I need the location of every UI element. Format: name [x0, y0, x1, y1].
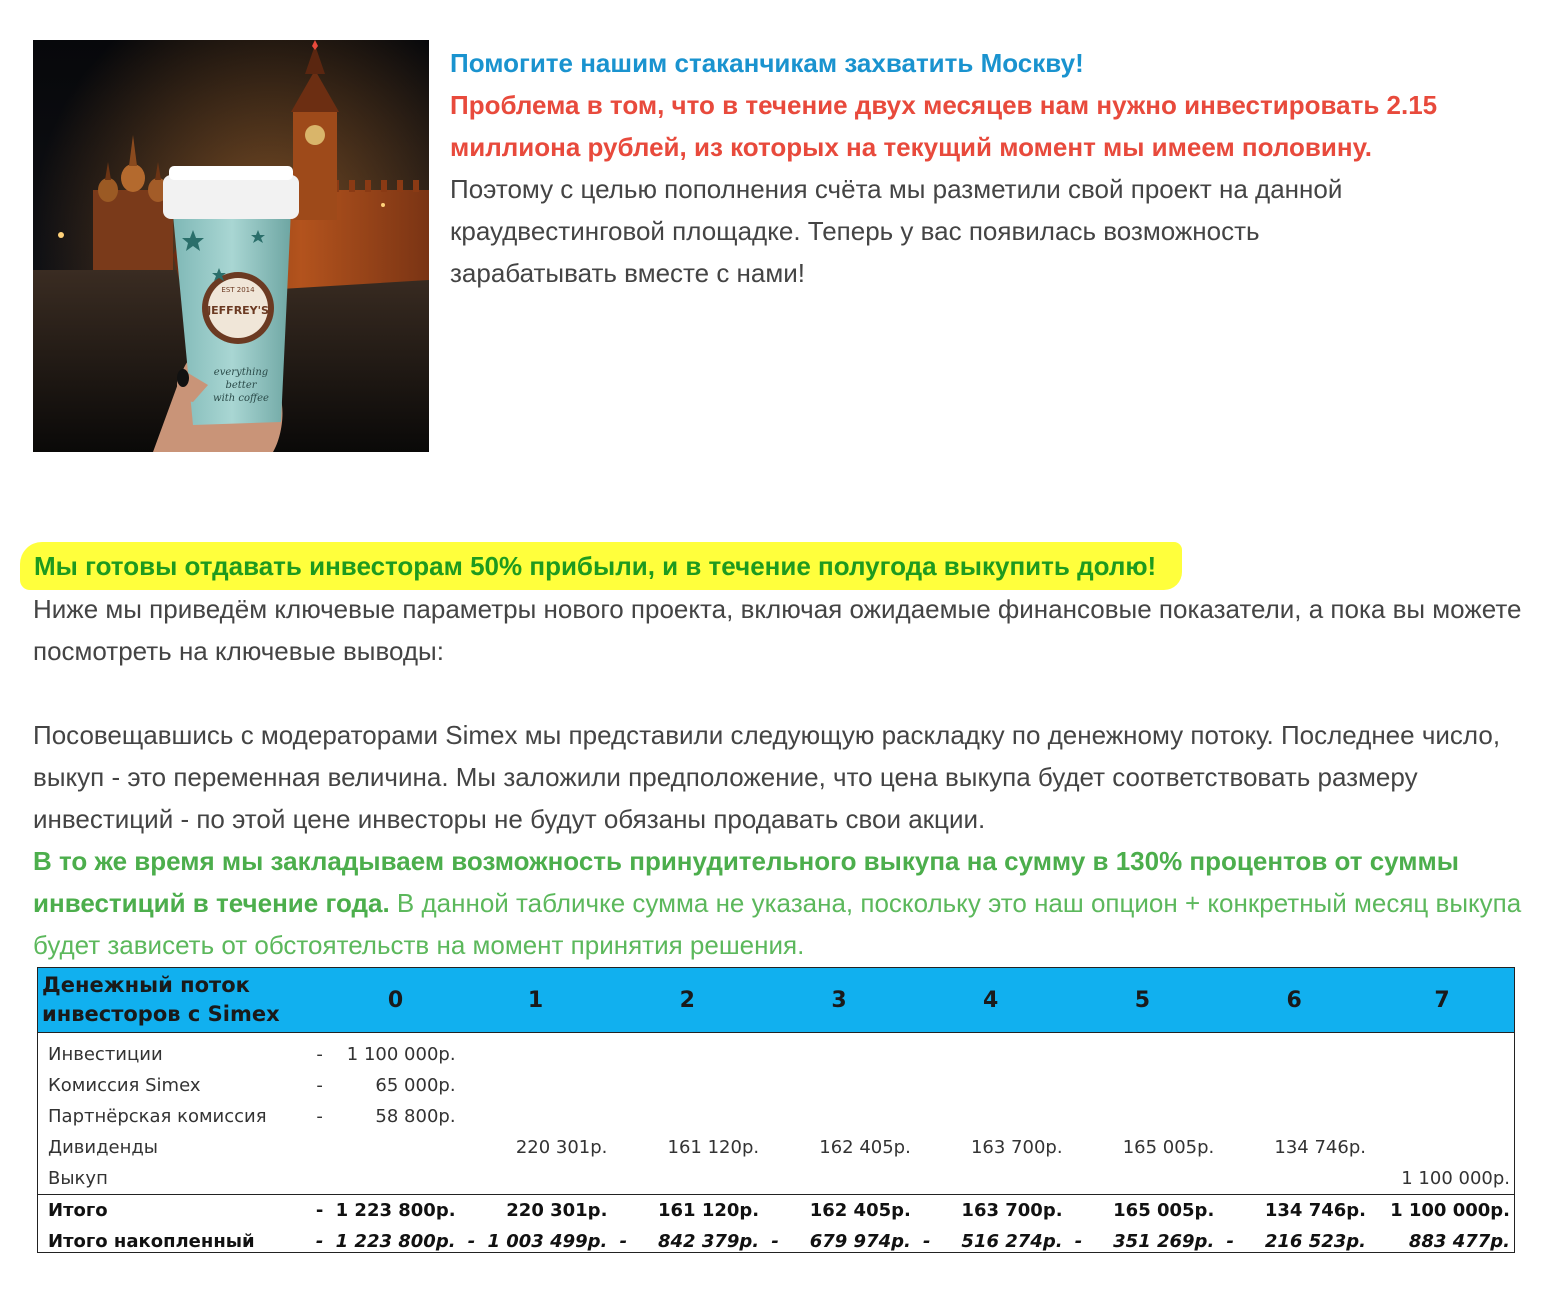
kremlin-coffee-photo [33, 40, 429, 452]
period-header-2: 2 [611, 968, 763, 1033]
photo-illustration [33, 40, 429, 452]
cell-p3: 679 974р. [809, 1231, 911, 1252]
buyback-rest-text: В данной табличке сумма не указана, поскольку это наш опцион + конкретный месяц выкупа будет зависеть от обстоятельств на момент принятия решения. [33, 888, 1522, 960]
cell-p0: 1 223 800р. [332, 1195, 460, 1227]
row-label: Выкуп [48, 1168, 108, 1189]
dash: - [316, 1075, 323, 1096]
cashflow-paragraph: Посовещавшись с модераторами Simex мы представили следующую раскладку по денежному потоку. Последнее число, выкуп - это переменная величина. Мы заложили предположение, что цена выкупа будет соответствовать размеру инвестиций - по этой цене инвесторы не будут обязаны продавать свои акции. [33, 720, 1501, 834]
dash: - [619, 1231, 628, 1252]
cup-est-text: EST 2014 [221, 286, 255, 294]
row-label: Итого [38, 1195, 308, 1227]
cell-p0: 58 800р. [375, 1106, 456, 1127]
row-label: Дивиденды [48, 1137, 159, 1158]
cell-p4: 163 700р. [970, 1137, 1063, 1158]
cell-p2: 161 120р. [667, 1137, 760, 1158]
cup-brand-text: JEFFREY'S [207, 304, 269, 317]
table-row-commission [38, 1070, 1514, 1101]
cell-p2: 842 379р. [657, 1231, 760, 1252]
dash: - [316, 1106, 323, 1127]
cup-slogan-3: with coffee [213, 393, 269, 404]
period-header-6: 6 [1218, 968, 1370, 1033]
headline: Помогите нашим стаканчикам захватить Москву! [450, 48, 1084, 78]
cell-p3: 162 405р. [819, 1137, 911, 1158]
cell-p0: 65 000р. [375, 1075, 456, 1096]
table-title [38, 968, 332, 1033]
intro-block [450, 42, 1520, 294]
table-header-row [38, 968, 1514, 1033]
problem-statement: Проблема в том, что в течение двух месяцев нам нужно инвестировать 2.15 миллиона рублей, из которых на текущий момент мы имеем половину. [450, 90, 1438, 162]
cup-slogan-1: everything [213, 367, 269, 378]
table-row-total [38, 1195, 1514, 1227]
buyback-paragraph [33, 840, 1533, 966]
row-label: Итого накопленный [48, 1231, 255, 1252]
table-row-dividends [38, 1132, 1514, 1163]
cell-p2: 161 120р. [635, 1195, 763, 1227]
cell-p3: 162 405р. [787, 1195, 915, 1227]
cell-p6: 134 746р. [1274, 1137, 1366, 1158]
intro-body: Поэтому с целью пополнения счёта мы разметили свой проект на данной краудвестинговой площадке. Теперь у вас появилась возможность зарабатывать вместе с нами! [450, 174, 1343, 288]
period-header-1: 1 [460, 968, 612, 1033]
cell-p5: 351 269р. [1113, 1231, 1215, 1252]
row-label: Инвестиции [48, 1044, 163, 1065]
table-row-buyback [38, 1163, 1514, 1195]
cell-p6: 216 523р. [1264, 1231, 1366, 1252]
dash: - [771, 1231, 779, 1252]
row-label: Партнёрская комиссия [48, 1106, 267, 1127]
table-row-cumulative [38, 1226, 1514, 1257]
table-row-investments [38, 1033, 1514, 1071]
dash: - [308, 1195, 332, 1227]
table-row-partner-commission [38, 1101, 1514, 1132]
dash: - [315, 1231, 324, 1252]
row-label: Комиссия Simex [48, 1075, 201, 1096]
cell-p1: 1 003 499р. [487, 1231, 608, 1252]
cell-p7: 1 100 000р. [1390, 1195, 1514, 1227]
period-header-0: 0 [332, 968, 460, 1033]
cell-p5: 165 005р. [1122, 1137, 1215, 1158]
cell-p0: 1 100 000р. [346, 1044, 456, 1065]
buyback-strong-text: В то же время мы закладываем возможность принудительного выкупа на сумму в 130% процентов от суммы инвестиций в течение года. [33, 846, 1459, 918]
dash: - [1074, 1231, 1083, 1252]
offer-highlight: Мы готовы отдавать инвесторам 50% прибыли, и в течение полугода выкупить долю! [20, 542, 1182, 590]
cell-p7: 1 100 000р. [1401, 1168, 1510, 1189]
cup-slogan-2: better [225, 380, 257, 391]
cell-p7: 883 477р. [1408, 1231, 1510, 1252]
period-header-3: 3 [763, 968, 915, 1033]
key-params-paragraph: Ниже мы приведём ключевые параметры нового проекта, включая ожидаемые финансовые показатели, а пока вы можете посмотреть на ключевые выводы: [33, 594, 1522, 666]
cell-p4: 516 274р. [961, 1231, 1063, 1252]
table-title-line-1: Денежный поток [42, 973, 250, 997]
cell-p0: 1 223 800р. [335, 1231, 456, 1252]
table-title-line-2: инвесторов с Simex [42, 1002, 280, 1026]
cell-p6: 134 746р. [1242, 1195, 1370, 1227]
dash: - [467, 1231, 476, 1252]
cell-p1: 220 301р. [483, 1195, 611, 1227]
cell-p5: 165 005р. [1090, 1195, 1218, 1227]
period-header-4: 4 [915, 968, 1067, 1033]
dash: - [316, 1044, 323, 1065]
cell-p4: 163 700р. [939, 1195, 1067, 1227]
dash: - [1226, 1231, 1234, 1252]
dash: - [923, 1231, 931, 1252]
cell-p1: 220 301р. [515, 1137, 608, 1158]
period-header-7: 7 [1370, 968, 1514, 1033]
period-header-5: 5 [1067, 968, 1219, 1033]
cashflow-table [37, 967, 1515, 1253]
